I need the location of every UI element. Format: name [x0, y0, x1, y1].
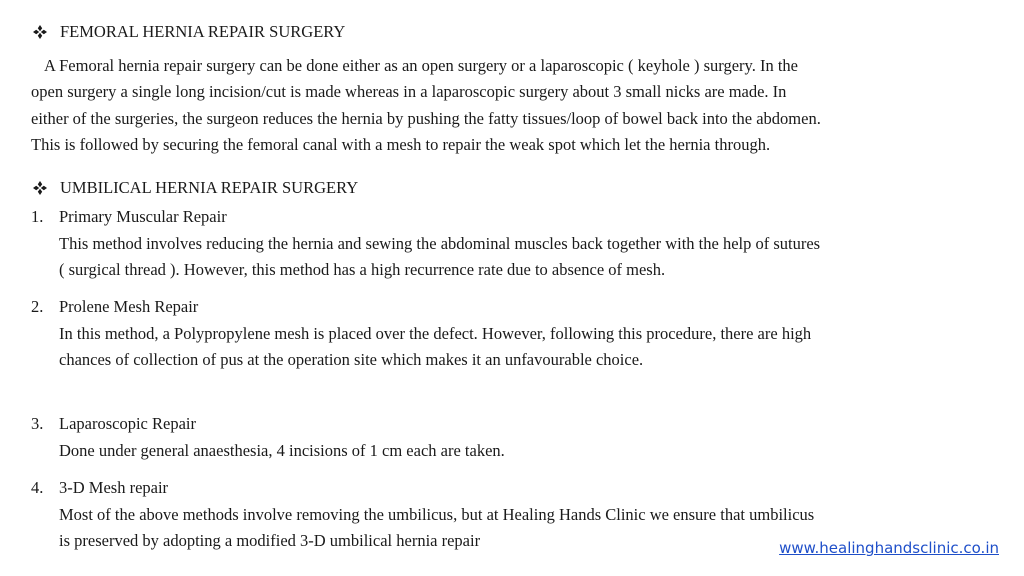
paragraph-line: A Femoral hernia repair surgery can be done either as an open surgery or a laparoscopic ( keyhole ) surgery. In the: [44, 56, 798, 75]
list-item-number: 3.: [31, 414, 44, 433]
list-item-line: ( surgical thread ). However, this method has a high recurrence rate due to absence of mesh.: [59, 260, 666, 279]
list-item-number: 1.: [31, 207, 44, 226]
list-item-title: Primary Muscular Repair: [59, 207, 227, 226]
paragraph-line: This is followed by securing the femoral canal with a mesh to repair the weak spot which let the hernia through.: [31, 134, 771, 154]
umbilical-heading-text: UMBILICAL HERNIA REPAIR SURGERY: [60, 178, 359, 197]
list-item-title: 3-D Mesh repair: [59, 478, 169, 497]
list-item-title: Prolene Mesh Repair: [59, 297, 199, 316]
list-item-line: Done under general anaesthesia, 4 incisions of 1 cm each are taken.: [59, 440, 505, 460]
four-diamond-bullet-icon: [33, 181, 47, 195]
list-item-number: 2.: [31, 297, 44, 316]
paragraph-line: open surgery a single long incision/cut is made whereas in a laparoscopic surgery about 3 small nicks are made. In: [31, 82, 787, 102]
list-item-title: Laparoscopic Repair: [59, 414, 196, 433]
list-item-line: This method involves reducing the hernia and sewing the abdominal muscles back together with the help of sutures: [59, 233, 821, 253]
umbilical-heading: [33, 178, 358, 198]
list-item: [31, 204, 971, 284]
list-item-line: Most of the above methods involve removing the umbilicus, but at Healing Hands Clinic we ensure that umbilicus: [59, 504, 815, 524]
list-item-line: In this method, a Polypropylene mesh is placed over the defect. However, following this procedure, there are high: [59, 323, 812, 343]
list-item: [31, 294, 971, 374]
four-diamond-bullet-icon: [33, 25, 47, 39]
paragraph-line: either of the surgeries, the surgeon reduces the hernia by pushing the fatty tissues/loop of bowel back into the abdomen.: [31, 108, 821, 128]
femoral-paragraph: [31, 53, 971, 158]
list-item-line: chances of collection of pus at the operation site which makes it an unfavourable choice.: [59, 350, 644, 369]
list-item-line: is preserved by adopting a modified 3-D umbilical hernia repair: [59, 531, 481, 550]
website-link[interactable]: www.healinghandsclinic.co.in: [779, 539, 999, 557]
femoral-heading-text: FEMORAL HERNIA REPAIR SURGERY: [60, 22, 346, 41]
list-item: [31, 411, 971, 464]
list-item-number: 4.: [31, 478, 44, 497]
femoral-heading: [33, 22, 345, 42]
